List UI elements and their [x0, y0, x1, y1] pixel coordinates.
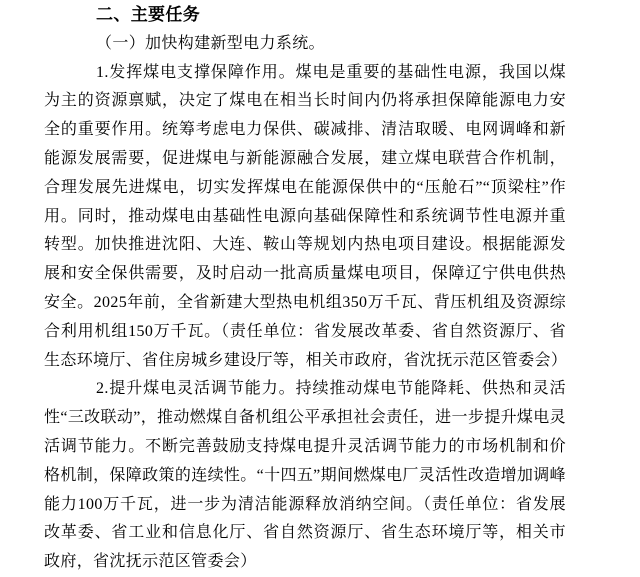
paragraph-task-1: 1.发挥煤电支撑保障作用。煤电是重要的基础性电源，我国以煤为主的资源禀赋，决定了煤电在相当长时间内仍将承担保障能源电力安全的重要作用。统筹考虑电力保供、碳减排、清洁取暖、电网调峰和新能源发展需要，促进煤电与新能源融合发展，建立煤电联营合作机制，合理发展先进煤电，切实发挥煤电在能源保供中的“压舱石”“顶梁柱”作用。同时，推动煤电由基础性电源向基础保障性和系统调节性电源并重转型。加快推进沈阳、大连、鞍山等规划内热电项目建设。根据能源发展和安全保供需要，及时启动一批高质量煤电项目，保障辽宁供电供热安全。2025年前，全省新建大型热电机组350万千瓦、背压机组及资源综合利用机组150万千瓦。（责任单位：省发展改革委、省自然资源厅、省生态环境厅、省住房城乡建设厅等，相关市政府，省沈抚示范区管委会）	[44, 63, 568, 369]
section-heading: 二、主要任务	[96, 5, 201, 24]
subsection-heading: （一）加快构建新型电力系统。	[96, 34, 325, 52]
paragraph-task-2: 2.提升煤电灵活调节能力。持续推动煤电节能降耗、供热和灵活性“三改联动”，推动燃煤自备机组公平承担社会责任，进一步提升煤电灵活调节能力。不断完善鼓励支持煤电提升灵活调节能力的市场机制和价格机制，保障政策的连续性。“十四五”期间燃煤电厂灵活性改造增加调峰能力100万千瓦，进一步为清洁能源释放消纳空间。（责任单位：省发展改革委、省工业和信息化厅、省自然资源厅、省生态环境厅等，相关市政府，省沈抚示范区管委会）	[44, 380, 566, 571]
